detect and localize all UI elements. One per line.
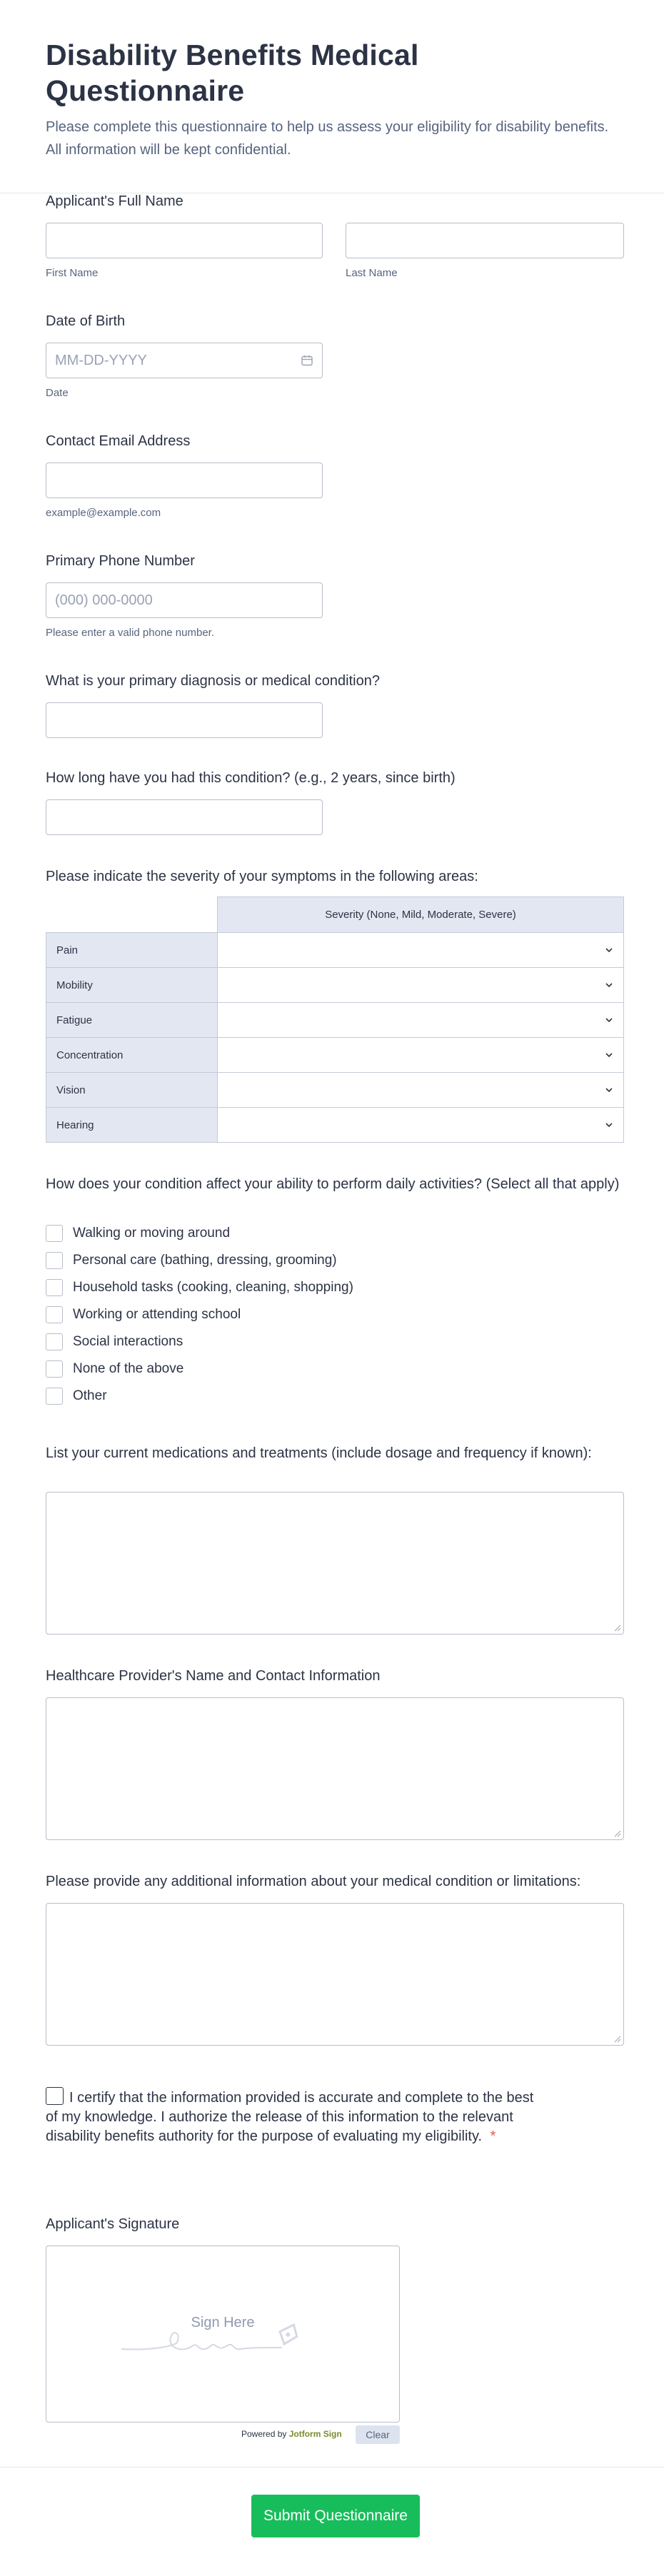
medications-label: List your current medications and treatments (include dosage and frequency if known): — [46, 1445, 592, 1461]
dob-input[interactable] — [46, 343, 323, 378]
medications-textarea[interactable] — [46, 1492, 624, 1635]
form-description: Please complete this questionnaire to help us assess your eligibility for disability benefits. All information will be kept confidential. — [46, 119, 609, 158]
activity-option-label: Personal care (bathing, dressing, grooming) — [73, 1253, 337, 1268]
signature-pad[interactable] — [46, 2246, 400, 2423]
resize-handle-icon[interactable] — [614, 2036, 621, 2043]
severity-select[interactable] — [218, 1108, 624, 1143]
dob-label: Date of Birth — [46, 313, 126, 329]
activity-option-label: None of the above — [73, 1361, 184, 1376]
activity-option-label: Walking or moving around — [73, 1226, 231, 1241]
severity-table-corner — [46, 897, 218, 933]
severity-row — [46, 1003, 624, 1038]
activity-option-label: Social interactions — [73, 1334, 183, 1349]
first-name-input[interactable] — [46, 223, 323, 258]
submit-button[interactable]: Submit Questionnaire — [251, 2495, 420, 2537]
powered-by-text: Powered by — [241, 2429, 287, 2439]
activity-option[interactable] — [46, 1301, 353, 1328]
last-name-sublabel: Last Name — [346, 267, 398, 279]
severity-row-label: Hearing — [46, 1108, 218, 1143]
full-name-field — [46, 191, 183, 211]
phone-input[interactable] — [46, 582, 323, 618]
diagnosis-input[interactable] — [46, 702, 323, 738]
jotform-sign-brand[interactable]: Jotform Sign — [288, 2429, 342, 2439]
severity-select[interactable] — [218, 933, 624, 968]
activities-options — [46, 1220, 353, 1410]
checkbox[interactable] — [46, 1252, 63, 1269]
additional-label: Please provide any additional information about your medical condition or limitations: — [46, 1874, 581, 1889]
severity-row — [46, 1038, 624, 1073]
certify-text: I certify that the information provided is accurate and complete to the best of my knowledge. I authorize the release of this information to the relevant disability benefits authority for the purpose of evaluating my eligibility. — [46, 2090, 534, 2144]
severity-select[interactable] — [218, 1003, 624, 1038]
activity-option[interactable] — [46, 1220, 353, 1247]
activity-option[interactable] — [46, 1355, 353, 1383]
duration-input[interactable] — [46, 799, 323, 835]
activity-option[interactable] — [46, 1247, 353, 1274]
severity-label: Please indicate the severity of your symptoms in the following areas: — [46, 869, 478, 884]
signature-label: Applicant's Signature — [46, 2216, 180, 2232]
calendar-icon[interactable] — [301, 354, 313, 367]
activity-option-label: Other — [73, 1388, 107, 1403]
last-name-input[interactable] — [346, 223, 624, 258]
dob-placeholder: MM-DD-YYYY — [55, 352, 147, 368]
severity-row-label: Concentration — [46, 1038, 218, 1073]
chevron-down-icon — [605, 1086, 613, 1094]
severity-row — [46, 933, 624, 968]
email-input[interactable] — [46, 463, 323, 498]
severity-row — [46, 1108, 624, 1143]
chevron-down-icon — [605, 1121, 613, 1129]
activity-option-label: Working or attending school — [73, 1307, 241, 1322]
activity-option[interactable] — [46, 1274, 353, 1301]
severity-row-label: Mobility — [46, 968, 218, 1003]
activities-label: How does your condition affect your ability to perform daily activities? (Select all that apply) — [46, 1176, 620, 1192]
severity-row-label: Vision — [46, 1073, 218, 1108]
certify-field — [46, 2087, 545, 2146]
checkbox[interactable] — [46, 1306, 63, 1323]
chevron-down-icon — [605, 1051, 613, 1059]
first-name-sublabel: First Name — [46, 267, 99, 279]
certify-checkbox[interactable] — [46, 2087, 64, 2105]
resize-handle-icon[interactable] — [614, 1625, 621, 1632]
diagnosis-label: What is your primary diagnosis or medical condition? — [46, 673, 380, 689]
phone-placeholder: (000) 000-0000 — [55, 592, 153, 608]
provider-label: Healthcare Provider's Name and Contact Information — [46, 1668, 381, 1684]
severity-row — [46, 1073, 624, 1108]
severity-row-label: Pain — [46, 933, 218, 968]
resize-handle-icon[interactable] — [614, 1830, 621, 1837]
full-name-label: Applicant's Full Name — [46, 193, 183, 209]
checkbox[interactable] — [46, 1279, 63, 1296]
required-mark: * — [490, 2128, 496, 2144]
form-footer — [0, 2467, 664, 2576]
form-header — [0, 0, 664, 193]
severity-row-label: Fatigue — [46, 1003, 218, 1038]
clear-signature-button[interactable]: Clear — [356, 2425, 400, 2444]
chevron-down-icon — [605, 1016, 613, 1024]
provider-textarea[interactable] — [46, 1697, 624, 1840]
severity-row — [46, 968, 624, 1003]
email-label: Contact Email Address — [46, 433, 191, 449]
signature-placeholder: Sign Here — [191, 2315, 255, 2330]
severity-table — [46, 896, 624, 1143]
form-title: Disability Benefits Medical Questionnaire — [46, 39, 419, 107]
additional-textarea[interactable] — [46, 1903, 624, 2046]
checkbox[interactable] — [46, 1333, 63, 1350]
chevron-down-icon — [605, 946, 613, 954]
severity-column-header: Severity (None, Mild, Moderate, Severe) — [218, 897, 624, 933]
checkbox[interactable] — [46, 1225, 63, 1242]
activity-option[interactable] — [46, 1328, 353, 1355]
activity-option[interactable] — [46, 1383, 353, 1410]
phone-sublabel: Please enter a valid phone number. — [46, 627, 214, 639]
severity-select[interactable] — [218, 968, 624, 1003]
severity-select[interactable] — [218, 1073, 624, 1108]
checkbox[interactable] — [46, 1388, 63, 1405]
activity-option-label: Household tasks (cooking, cleaning, shopping) — [73, 1280, 353, 1295]
phone-label: Primary Phone Number — [46, 553, 195, 569]
powered-by — [241, 2429, 342, 2439]
checkbox[interactable] — [46, 1360, 63, 1378]
dob-sublabel: Date — [46, 387, 69, 399]
duration-label: How long have you had this condition? (e.g., 2 years, since birth) — [46, 770, 456, 786]
email-sublabel: example@example.com — [46, 507, 161, 519]
chevron-down-icon — [605, 981, 613, 989]
severity-select[interactable] — [218, 1038, 624, 1073]
